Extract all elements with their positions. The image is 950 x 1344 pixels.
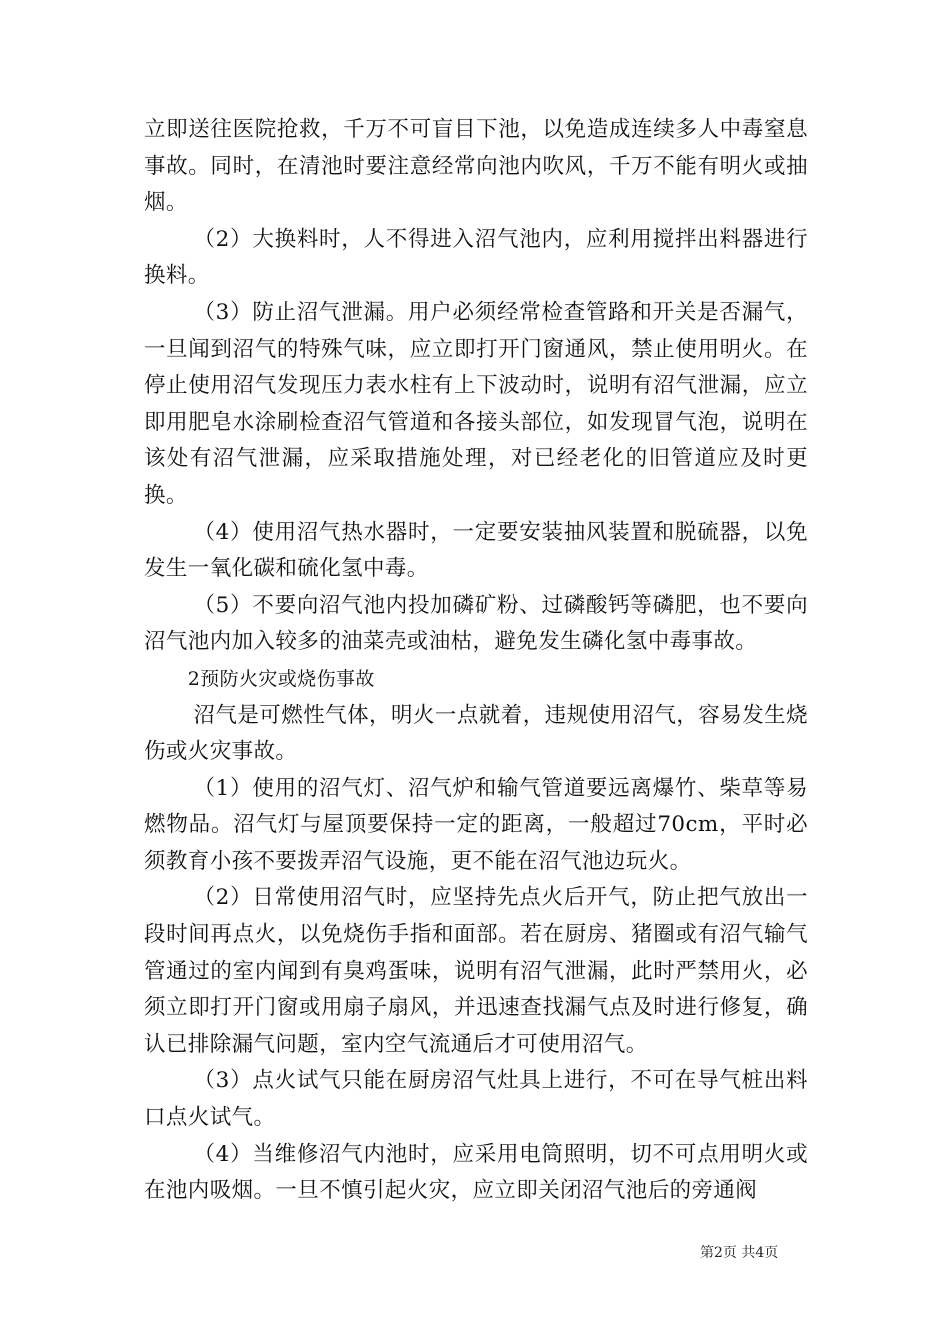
paragraph-item-4: （4）使用沼气热水器时，一定要安装抽风装置和脱硫器，以免发生一氧化碳和硫化氢中毒。	[144, 519, 808, 582]
paragraph-fire-item-3: （3）点火试气只能在厨房沼气灶具上进行，不可在导气桩出料口点火试气。	[144, 1068, 808, 1131]
paragraph-fire-item-4: （4）当维修沼气内池时，应采用电筒照明，切不可点用明火或在池内吸烟。一旦不慎引起火灾，应立即关闭沼气池后的旁通阀	[144, 1141, 808, 1204]
paragraph-item-3: （3）防止沼气泄漏。用户必须经常检查管路和开关是否漏气，一旦闻到沼气的特殊气味，应立即打开门窗通风，禁止使用明火。在停止使用沼气发现压力表水柱有上下波动时，说明有沼气泄漏，应立即用肥皂水涂刷检查沼气管道和各接头部位，如发现冒气泡，说明在该处有沼气泄漏，应采取措施处理，对已经老化的旧管道应及时更换。	[144, 299, 808, 508]
paragraph-fire-item-2: （2）日常使用沼气时，应坚持先点火后开气，防止把气放出一段时间再点火，以免烧伤手指和面部。若在厨房、猪圈或有沼气输气管通过的室内闻到有臭鸡蛋味，说明有沼气泄漏，此时严禁用火，必须立即打开门窗或用扇子扇风，并迅速查找漏气点及时进行修复，确认已排除漏气问题，室内空气流通后才可使用沼气。	[144, 885, 808, 1057]
paragraph-continuation: 立即送往医院抢救，千万不可盲目下池，以免造成连续多人中毒窒息事故。同时，在清池时要注意经常向池内吹风，千万不能有明火或抽烟。	[144, 117, 808, 216]
paragraph-item-2: （2）大换料时，人不得进入沼气池内，应利用搅拌出料器进行换料。	[144, 226, 808, 289]
section-heading: 2预防火灾或烧伤事故	[187, 667, 375, 690]
page-number-footer: 第2页 共4页	[700, 1245, 779, 1261]
document-body	[144, 112, 808, 1210]
section-intro-paragraph: 沼气是可燃性气体，明火一点就着，违规使用沼气，容易发生烧伤或火灾事故。	[144, 702, 808, 765]
paragraph-item-5: （5）不要向沼气池内投加磷矿粉、过磷酸钙等磷肥，也不要向沼气池内加入较多的油菜壳或油枯，避免发生磷化氢中毒事故。	[144, 592, 808, 655]
paragraph-fire-item-1: （1）使用的沼气灯、沼气炉和输气管道要远离爆竹、柴草等易燃物品。沼气灯与屋顶要保持一定的距离，一般超过70cm，平时必须教育小孩不要拨弄沼气设施，更不能在沼气池边玩火。	[144, 775, 808, 874]
